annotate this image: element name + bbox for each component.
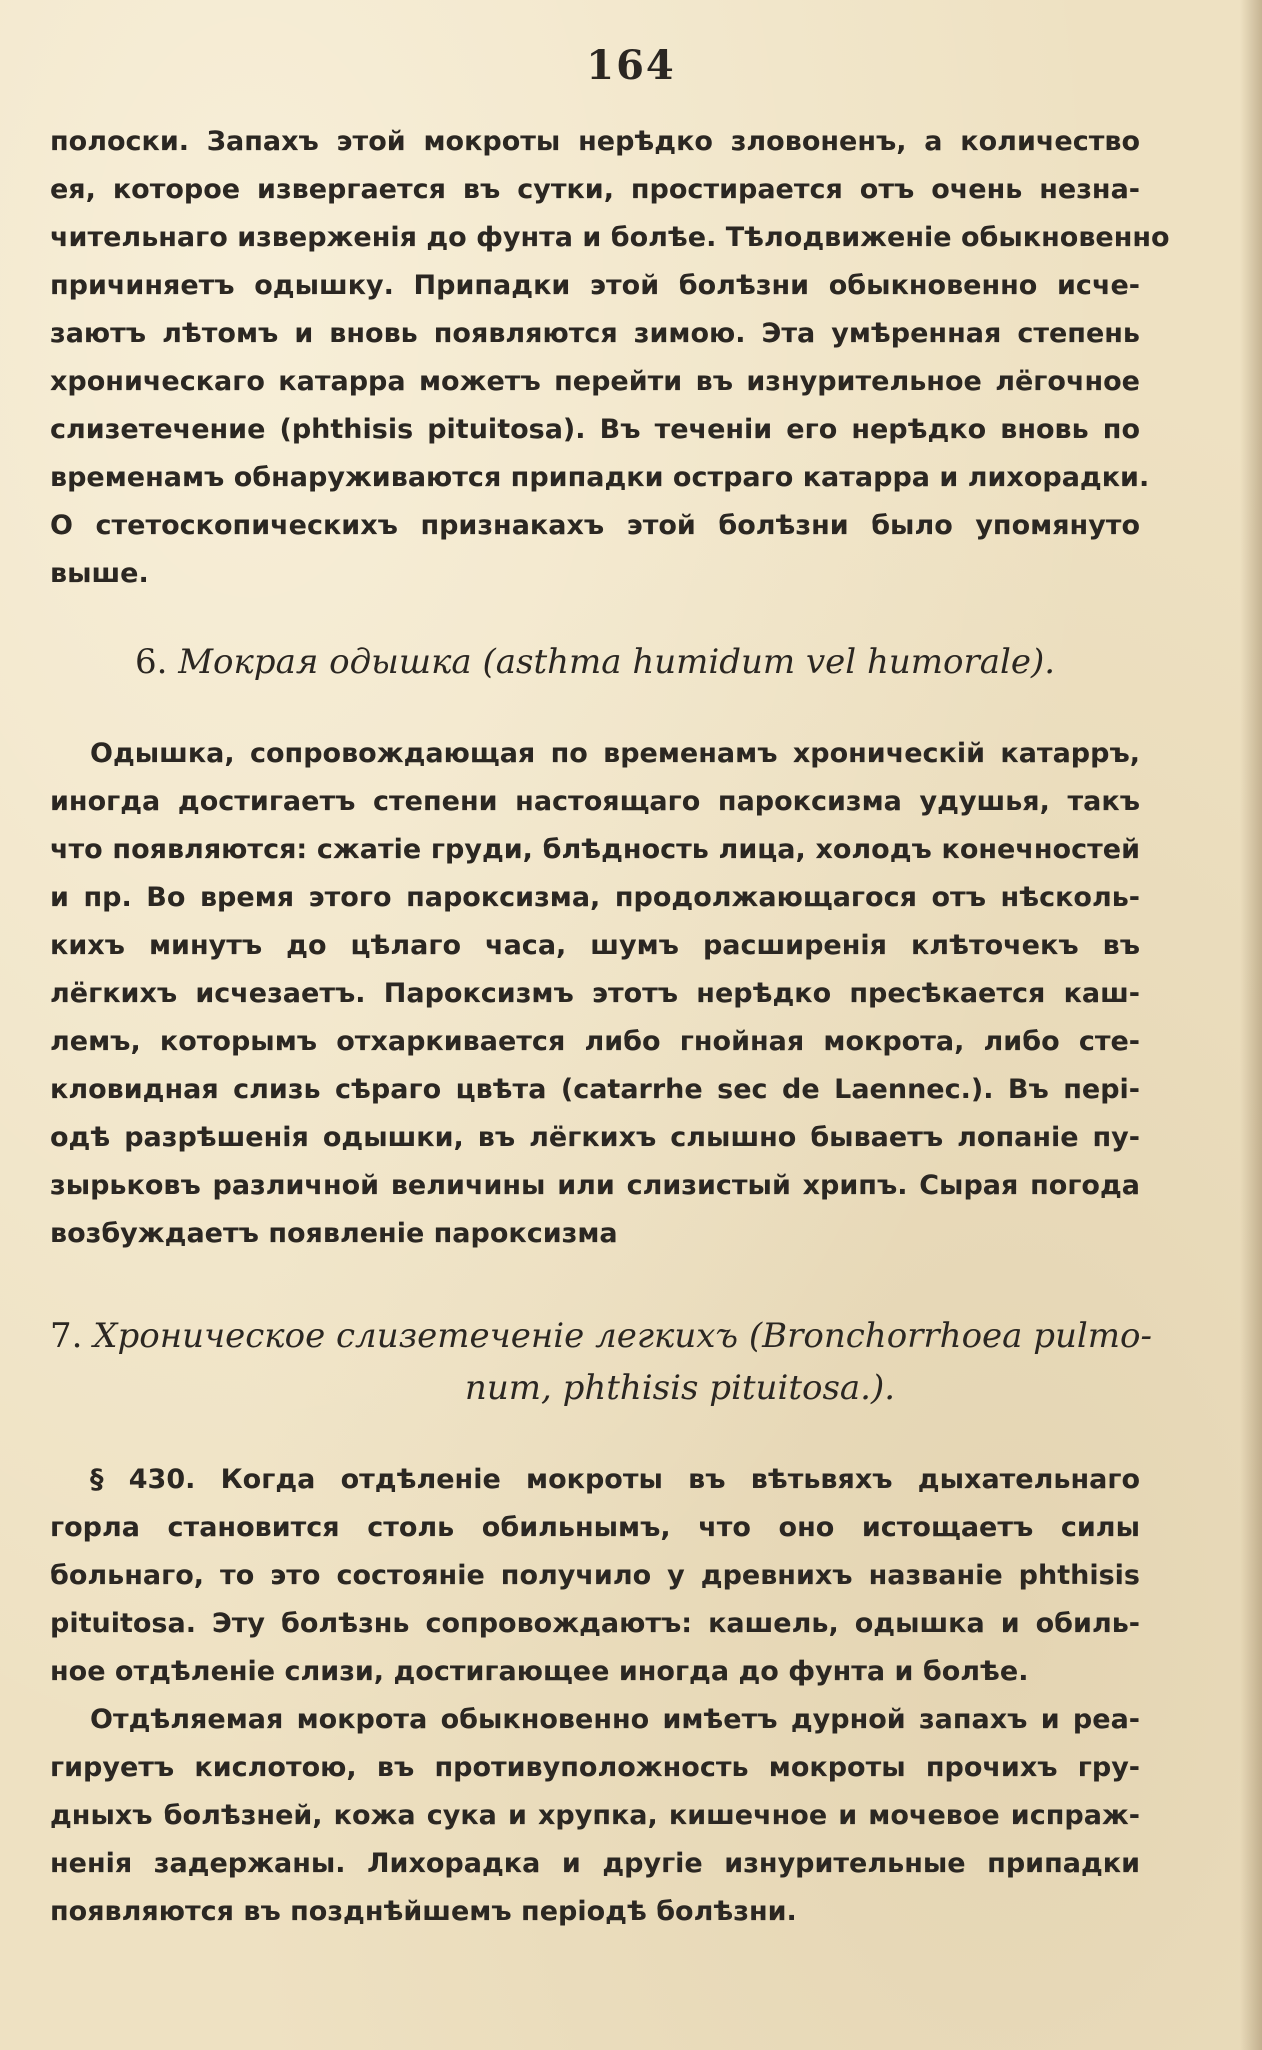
text-line: больнаго, то это состояніе получило у древнихъ названіе phthisis	[50, 1560, 1140, 1591]
text-line: кловидная слизь сѣраго цвѣта (catarrhe sec de Laennec.). Въ пері-	[50, 1074, 1140, 1105]
text-line: ненія задержаны. Лихорадка и другіе изнурительные припадки	[50, 1848, 1140, 1879]
text-line: О стетоскопическихъ признакахъ этой болѣзни было упомянуто	[50, 510, 1140, 541]
section-title-line-1	[50, 1316, 1152, 1356]
text-line: зырьковъ различной величины или слизистый хрипъ. Сырая погода	[50, 1170, 1140, 1201]
text-line: что появляются: сжатіе груди, блѣдность лица, холодъ конечностей	[50, 834, 1140, 865]
text-line: слизетечение (phthisis pituitosa). Въ теченіи его нерѣдко вновь по	[50, 414, 1140, 445]
text-line: заютъ лѣтомъ и вновь появляются зимою. Эта умѣренная степень	[50, 318, 1140, 349]
text-line: временамъ обнаруживаются припадки остраго катарра и лихорадки.	[50, 462, 1150, 493]
text-line: ея, которое извергается въ сутки, простирается отъ очень незна-	[50, 174, 1140, 205]
text-line: появляются въ позднѣйшемъ періодѣ болѣзни.	[50, 1896, 797, 1927]
text-line: одѣ разрѣшенія одышки, въ лёгкихъ слышно бываетъ лопаніе пу-	[50, 1122, 1140, 1153]
text-line: полоски. Запахъ этой мокроты нерѣдко зловоненъ, а количество	[50, 126, 1140, 157]
text-line: лемъ, которымъ отхаркивается либо гнойная мокрота, либо сте-	[50, 1026, 1140, 1057]
paragraph-3	[50, 1456, 1140, 1696]
text-line: лёгкихъ исчезаетъ. Пароксизмъ этотъ нерѣдко пресѣкается каш-	[50, 978, 1140, 1009]
section-heading-6	[50, 636, 1140, 688]
paragraph-2	[50, 730, 1140, 1258]
section-number: 6.	[134, 642, 168, 682]
page-edge-shadow	[1240, 0, 1262, 2050]
text-line: возбуждаетъ появленіе пароксизма	[50, 1218, 618, 1249]
text-line: кихъ минутъ до цѣлаго часа, шумъ расширенія клѣточекъ въ	[50, 930, 1140, 961]
text-line: pituitosa. Эту болѣзнь сопровождаютъ: кашель, одышка и обиль-	[50, 1608, 1140, 1639]
page-number: 164	[586, 42, 676, 89]
section-title: Хроническое слизетеченіе легкихъ (Bronchorrhoea pulmo-	[93, 1316, 1152, 1356]
text-line: Одышка, сопровождающая по временамъ хроническій катарръ,	[90, 738, 1140, 769]
text-line: ное отдѣленіе слизи, достигающее иногда до фунта и болѣе.	[50, 1656, 1029, 1687]
text-line: дныхъ болѣзней, кожа сука и хрупка, кишечное и мочевое испраж-	[50, 1800, 1140, 1831]
paragraph-4	[50, 1696, 1140, 1936]
text-line: выше.	[50, 558, 149, 589]
text-line: иногда достигаетъ степени настоящаго пароксизма удушья, такъ	[50, 786, 1140, 817]
text-line: гируетъ кислотою, въ противуположность мокроты прочихъ гру-	[50, 1752, 1140, 1783]
text-line: горла становится столь обильнымъ, что оно истощаетъ силы	[50, 1512, 1140, 1543]
text-line: хроническаго катарра можетъ перейти въ изнурительное лёгочное	[50, 366, 1140, 397]
text-line: причиняетъ одышку. Припадки этой болѣзни обыкновенно исче-	[50, 270, 1140, 301]
text-line: Отдѣляемая мокрота обыкновенно имѣетъ дурной запахъ и реа-	[90, 1704, 1140, 1735]
text-line: § 430. Когда отдѣленіе мокроты въ вѣтьвяхъ дыхательнаго	[90, 1464, 1140, 1495]
section-heading-7	[50, 1310, 1152, 1414]
section-number: 7.	[50, 1316, 83, 1356]
text-line: чительнаго изверженія до фунта и болѣе. Тѣлодвиженіе обыкновенно	[50, 222, 1170, 253]
section-title-line-2: num, phthisis pituitosa.).	[464, 1368, 896, 1408]
paragraph-1	[50, 118, 1170, 598]
text-line: и пр. Во время этого пароксизма, продолжающагося отъ нѣсколь-	[50, 882, 1140, 913]
section-title: Мокрая одышка (asthma humidum vel humorale).	[178, 642, 1056, 682]
